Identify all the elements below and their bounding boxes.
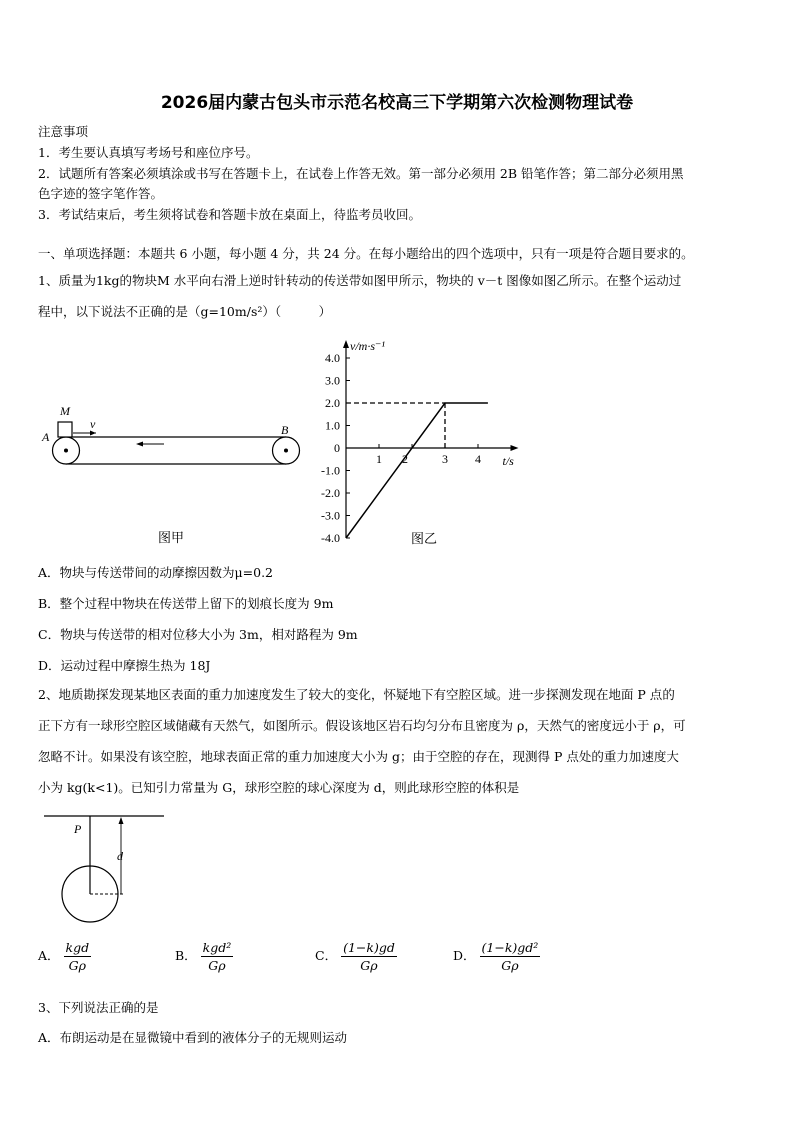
q2-option-a-num: kgd (65, 940, 90, 955)
caption-fig-a: 图甲 (158, 530, 185, 545)
y-tick-label: -1.0 (321, 463, 340, 478)
y-tick-label: 3.0 (325, 373, 340, 388)
notice-item-2: 2．试题所有答案必须填涂或书写在答题卡上，在试卷上作答无效。第一部分必须用 2B 铅笔作答；第二部分必须用黑 (38, 166, 684, 181)
q2-option-c (315, 940, 397, 973)
q2-option-d (453, 940, 540, 973)
label-b: B (281, 423, 289, 437)
q2-option-c-den: Gρ (360, 958, 378, 973)
x-tick-label: 3 (442, 452, 448, 466)
q2-stem-line3: 忽略不计。如果没有该空腔，地球表面正常的重力加速度大小为 g；由于空腔的存在，现测得 P 点处的重力加速度大 (38, 749, 679, 764)
q2-option-a (38, 940, 91, 973)
y-tick-label: 2.0 (325, 396, 340, 410)
q2-stem-line2: 正下方有一球形空腔区域储藏有天然气，如图所示。假设该地区岩石均匀分布且密度为 ρ，天然气的密度远小于 ρ，可 (38, 718, 686, 733)
q2-option-b-den: Gρ (208, 958, 226, 973)
q2-option-d-den: Gρ (501, 958, 519, 973)
q2-option-b-letter: B． (175, 948, 197, 963)
vt-chart (300, 330, 540, 555)
y-tick-label: 4.0 (325, 351, 340, 365)
q2-option-c-num: (1−k)gd (343, 940, 395, 955)
belt-direction-arrow (136, 442, 143, 447)
x-axis-arrow (511, 445, 519, 451)
label-p: P (74, 822, 82, 836)
vt-series-line (346, 403, 488, 538)
q1-stem-line2: 程中，以下说法不正确的是（g=10m/s²）（ ） (38, 304, 332, 319)
caption-fig-b: 图乙 (411, 531, 438, 546)
q1-option-d: D．运动过程中摩擦生热为 18J (38, 658, 211, 673)
notice-heading: 注意事项 (38, 124, 89, 139)
q2-option-d-letter: D． (453, 948, 476, 963)
label-v: v (90, 417, 96, 431)
x-tick-label: 4 (475, 452, 481, 466)
page-title: 2026届内蒙古包头市示范名校高三下学期第六次检测物理试卷 (160, 93, 634, 113)
q1-option-b: B．整个过程中物块在传送带上留下的划痕长度为 9m (38, 596, 334, 611)
y-tick-label: 0 (334, 441, 340, 455)
q1-option-a: A．物块与传送带间的动摩擦因数为μ=0.2 (38, 565, 274, 580)
q1-stem-line1: 1、质量为1kg的物块M 水平向右滑上逆时针转动的传送带如图甲所示，物块的 v－t 图像如图乙所示。在整个运动过 (38, 273, 682, 288)
label-a: A (42, 430, 50, 444)
section-heading: 一、单项选择题：本题共 6 小题，每小题 4 分，共 24 分。在每小题给出的四个选项中，只有一项是符合题目要求的。 (38, 246, 694, 261)
depth-arrow (119, 817, 124, 824)
y-axis-label: v/m·s⁻¹ (350, 339, 385, 353)
block-m (58, 422, 72, 437)
q2-option-b-num: kgd² (202, 940, 232, 955)
notice-item-3: 3．考试结束后，考生须将试卷和答题卡放在桌面上，待监考员收回。 (38, 207, 421, 222)
y-tick-label: -3.0 (321, 508, 340, 523)
y-axis-arrow (343, 340, 349, 348)
q2-option-d-num: (1−k)gd² (481, 940, 539, 955)
q2-option-a-den: Gρ (68, 958, 86, 973)
cavity-figure (38, 808, 178, 928)
notice-item-2-cont: 色字迹的签字笔作答。 (38, 186, 164, 201)
x-axis-label: t/s (502, 454, 514, 468)
label-d: d (117, 849, 123, 863)
q2-stem-line1: 2、地质勘探发现某地区表面的重力加速度发生了较大的变化，怀疑地下有空腔区域。进一步探测发现在地面 P 点的 (38, 687, 675, 702)
q2-option-b (175, 940, 233, 973)
label-m: M (60, 404, 70, 418)
x-tick-label: 2 (402, 452, 408, 466)
conveyor-figure (40, 400, 310, 550)
q3-stem: 3、下列说法正确的是 (38, 1000, 159, 1015)
y-tick-label: -4.0 (321, 531, 340, 545)
q2-stem-line4: 小为 kg(k<1)。已知引力常量为 G，球形空腔的球心深度为 d，则此球形空腔的体积是 (38, 780, 520, 795)
q2-option-a-letter: A． (38, 948, 60, 963)
notice-item-1: 1．考生要认真填写考场号和座位序号。 (38, 145, 259, 160)
x-tick-label: 1 (376, 452, 382, 466)
y-tick-label: 1.0 (325, 418, 340, 433)
q3-option-a: A．布朗运动是在显微镜中看到的液体分子的无规则运动 (38, 1030, 348, 1045)
q1-option-c: C．物块与传送带的相对位移大小为 3m，相对路程为 9m (38, 627, 358, 642)
y-tick-label: -2.0 (321, 486, 340, 500)
q2-option-c-letter: C． (315, 948, 338, 963)
